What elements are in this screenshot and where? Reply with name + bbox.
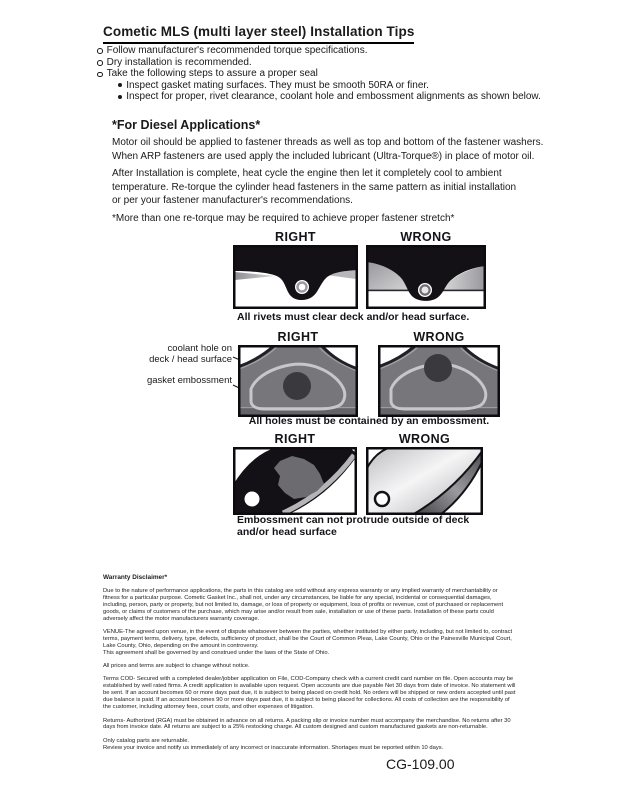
protrusion-wrong-diagram [366,447,483,515]
right-label: RIGHT [274,432,316,446]
disclaimer-paragraph: Due to the nature of performance applications, the parts in this catalog are sold without any express warranty or any implied warranty of merchantability or fitness for a particular purpose. Cometic Gasket Inc., shall not, under any circumstances, be liable for any special, incidental or consequential damages, including, person, party or property, but not limited to, damage, or loss of property or equipment, loss of profits or revenue, cost of purchased or replacement goods, or claims of customers of the purchase, which may arise and/or result from sale, installation or use of these parts. Installation of these parts could adversely affect the motor manufacturers warranty coverage. [103,587,504,622]
list-item [97,45,541,57]
rivet-right-diagram [233,245,358,309]
right-label: RIGHT [277,330,319,344]
circle-bullet-icon [97,60,103,66]
tip-text: Take the following steps to assure a proper seal [106,68,318,80]
circle-bullet-icon [97,48,103,54]
coolant-hole-label: coolant hole on deck / head surface [149,343,232,365]
page-title: Cometic MLS (multi layer steel) Installation Tips [103,24,414,44]
tip-text: Inspect for proper, rivet clearance, coolant hole and embossment alignments as shown below. [126,91,541,103]
tip-text: Inspect gasket mating surfaces. They must be smooth 50RA or finer. [126,79,429,91]
retorque-note: *More than one re-torque may be required to achieve proper fastener stretch* [112,212,455,224]
rivet-wrong-diagram [366,245,486,309]
disclaimer-paragraph: All prices and terms are subject to change without notice. [103,663,250,670]
installation-tips-list [97,45,541,103]
diesel-applications-section [112,118,552,229]
catalog-code: CG-109.00 [386,756,455,772]
protrusion-caption: Embossment can not protrude outside of deck and/or head surface [237,514,470,538]
diesel-paragraph: After Installation is complete, heat cycle the engine then let it completely cool to ambient temperature. Re-torque the cylinder head fasteners in the same pattern as initial installation or per your fastener manufacturer's recommendations. [112,168,517,206]
disclaimer-paragraph: This agreement shall be governed by and construed under the laws of the State of Ohio. [103,649,330,656]
wrong-label: WRONG [398,432,451,446]
right-wrong-diagrams [0,225,618,547]
diesel-paragraph: Motor oil should be applied to fastener threads as well as top and bottom of the fastener washers. When ARP fasteners are used apply the included lubricant (Ultra-Torque®) in place of motor oil. [112,137,544,162]
tip-text: Follow manufacturer's recommended torque specifications. [106,45,368,56]
circle-bullet-icon [97,72,103,78]
dot-bullet-icon [118,95,122,99]
wrong-label: WRONG [413,330,465,344]
dot-bullet-icon [118,83,122,87]
list-item [118,91,541,103]
gasket-embossment-label: gasket embossment [146,375,232,386]
diesel-heading: *For Diesel Applications* [112,118,261,132]
holes-caption: All holes must be contained by an embossment. [248,415,490,427]
rivet-caption: All rivets must clear deck and/or head surface. [237,311,470,323]
protrusion-right-diagram [233,447,357,515]
list-item [97,57,541,69]
warranty-disclaimer [103,575,516,758]
list-item [97,68,541,80]
disclaimer-paragraph: Returns- Authorized (RGA) must be obtained in advance on all returns. A packing slip or invoice number must accompany the merchandise. No returns after 30 days from invoice date. All returns are subject to a 25% restocking charge. All custom designed and custom manufactured gaskets are non-returnable. [103,717,511,731]
list-item [118,80,541,92]
tip-text: Dry installation is recommended. [106,56,252,68]
disclaimer-paragraph: Review your invoice and notify us immediately of any incorrect or inaccurate information. Shortages must be reported within 10 days. [103,744,444,751]
right-label: RIGHT [275,230,316,244]
embossment-wrong-diagram [378,345,500,417]
disclaimer-heading: Warranty Disclaimer* [103,574,168,581]
disclaimer-paragraph: VENUE-The agreed upon venue, in the event of dispute whatsoever between the parties, whether instituted by either party, including, but not limited to, contract terms, payment terms, delivery, type, defects, sufficiency of product, shall be the Court of Common Pleas, Lake County, Ohio or the Painesville Municipal Court, Lake County, Ohio, depending on the amount in controversy. [103,628,513,649]
disclaimer-paragraph: Only catalog parts are returnable. [103,737,190,744]
disclaimer-paragraph: Terms COD- Secured with a completed dealer/jobber application on File, COD-Company check with a current credit card number on file. Open accounts may be established by well rated firms. A credit application is available upon request. Open accounts are due payable Net 30 days from date of invoice. No statement will be sent. If an account becomes 60 or more days past due, it is subject to being placed on credit hold. No orders will be shipped or new orders accepted until past due balance is paid. If an account becomes 90 or more days past due, it is subject to being placed for collections. All costs of collection are the responsibility of the customer, including attorney fees, court costs, and other expenses of litigation. [103,676,516,711]
wrong-label: WRONG [400,230,452,244]
embossment-right-diagram [238,345,358,417]
